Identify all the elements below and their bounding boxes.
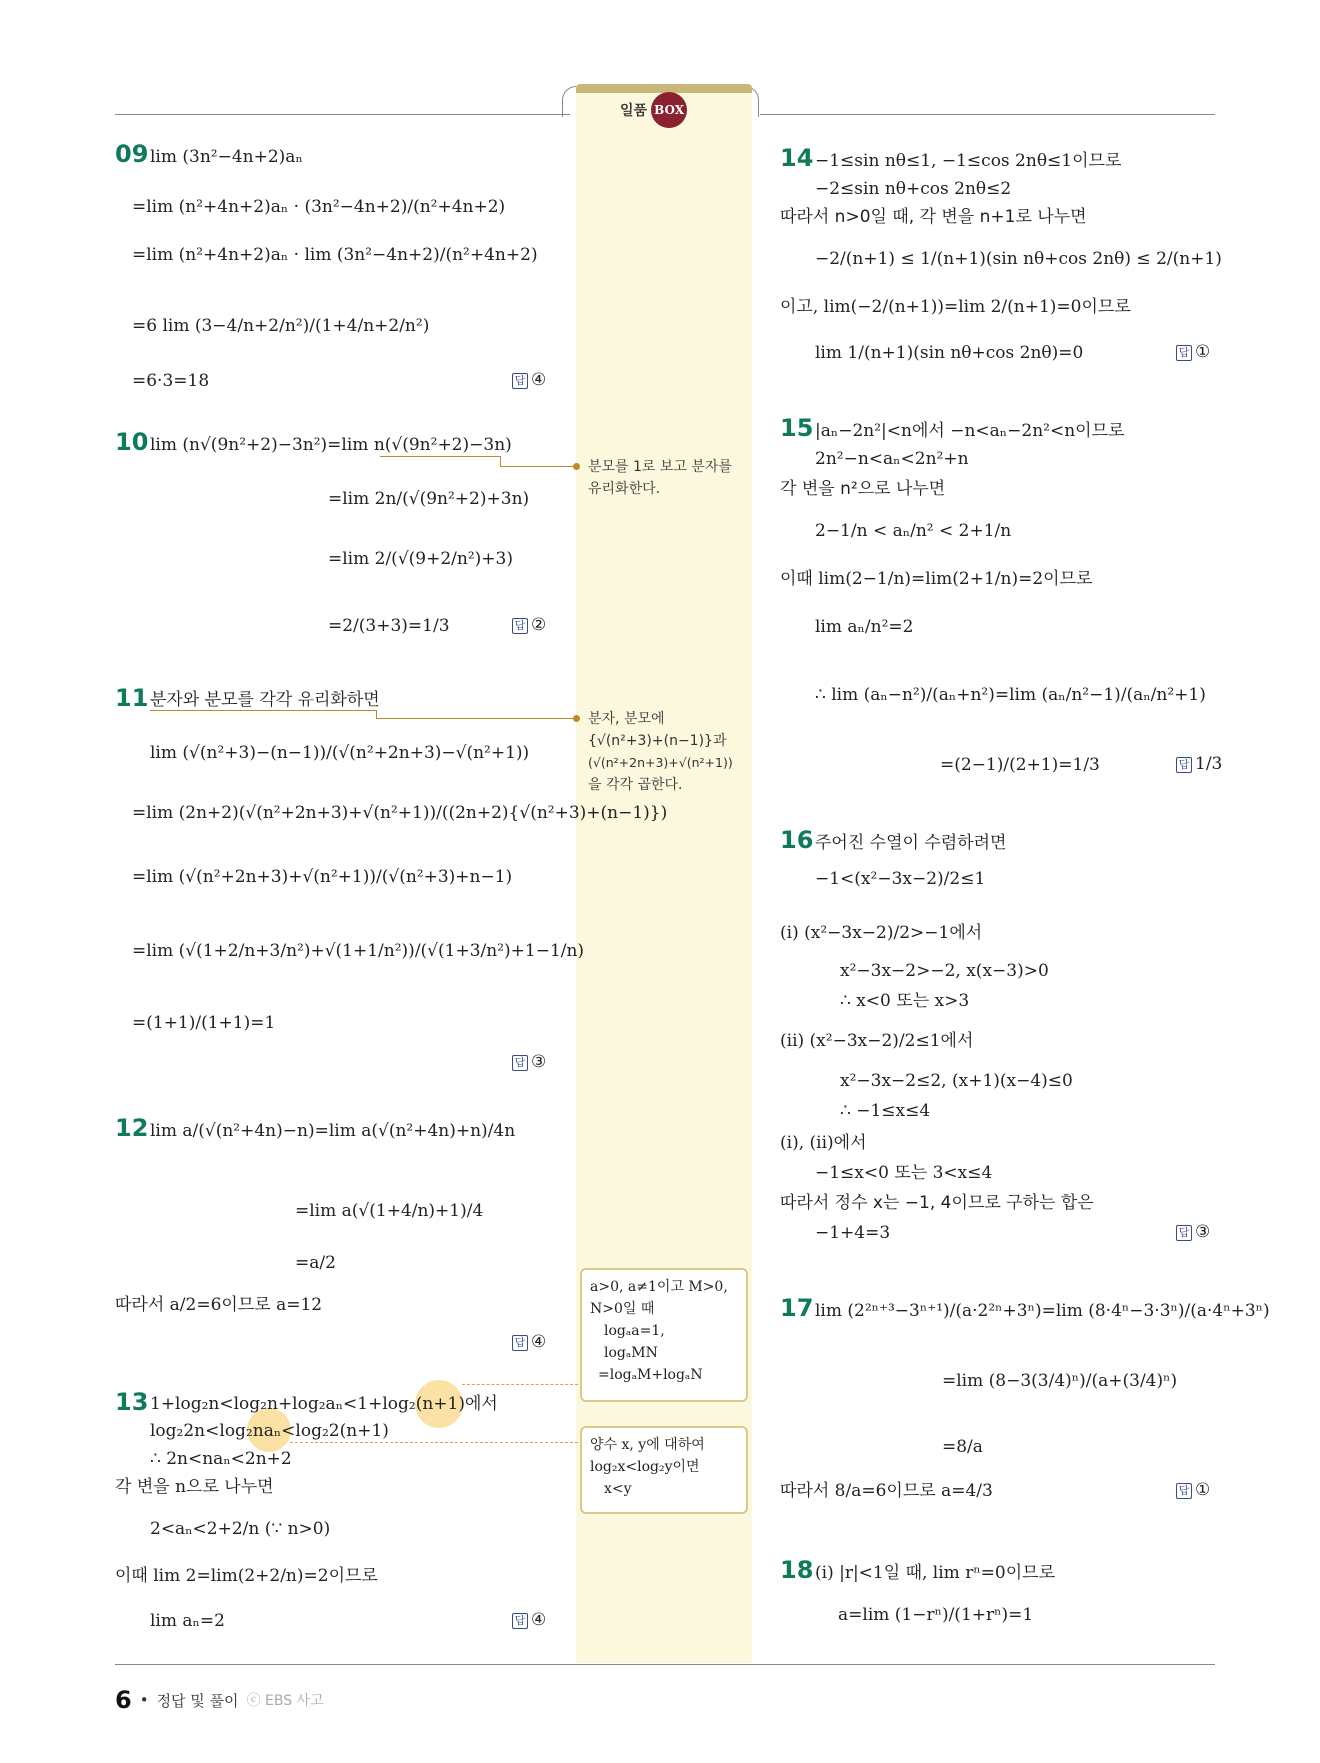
side-note: 분모를 1로 보고 분자를 유리화한다. [588, 459, 732, 497]
solution-line: =8/a [942, 1437, 983, 1457]
answer-value: ① [1195, 342, 1211, 362]
leader-dot [573, 463, 580, 470]
box-line: 양수 x, y에 대하여 [590, 1437, 705, 1453]
box-line: =logₐM+logₐN [598, 1367, 703, 1383]
answer-value: ④ [531, 1332, 547, 1352]
answer-label [1176, 1480, 1210, 1500]
answer-label [512, 370, 546, 390]
page-number: 6 [115, 1686, 132, 1714]
leader-line [380, 456, 500, 457]
solution-line: =6 lim (3−4/n+2/n²)/(1+4/n+2/n²) [132, 316, 430, 336]
answer-label [1176, 1222, 1210, 1242]
problem-number: 10 [115, 428, 149, 456]
footer-bullet-icon: • [139, 1691, 149, 1709]
solution-line: −1<(x²−3x−2)/2≤1 [815, 869, 986, 889]
solution-line: −1≤sin nθ≤1, −1≤cos 2nθ≤1이므로 [815, 151, 1122, 171]
problem-number: 12 [115, 1114, 149, 1142]
solution-line: (i) (x²−3x−2)/2>−1에서 [780, 923, 983, 943]
solution-line: lim (2²ⁿ⁺³−3ⁿ⁺¹)/(a·2²ⁿ+3ⁿ)=lim (8·4ⁿ−3·3ⁿ)/(a·4ⁿ+3ⁿ) [815, 1301, 1270, 1321]
solution-line: 1+log₂n<log₂n+log₂aₙ<1+log₂(n+1)에서 [150, 1394, 498, 1414]
box-line: a>0, a≠1이고 M>0, [590, 1279, 728, 1295]
dashed-leader [290, 1442, 578, 1443]
solution-line: 따라서 n>0일 때, 각 변을 n+1로 나누면 [780, 207, 1087, 227]
answer-mark-icon: 답 [1176, 345, 1192, 361]
leader-line [500, 456, 501, 466]
solution-line: =lim (2n+2)(√(n²+2n+3)+√(n²+1))/((2n+2){√(n²+3)+(n−1)}) [132, 803, 668, 823]
answer-label [512, 1610, 546, 1630]
leader-line [500, 466, 576, 467]
answer-label [512, 1332, 546, 1352]
solution-line: ∴ 2n<naₙ<2n+2 [150, 1449, 292, 1469]
solution-line: −1≤x<0 또는 3<x≤4 [815, 1163, 993, 1183]
leader-line [150, 710, 376, 711]
solution-line: 2<aₙ<2+2/n (∵ n>0) [150, 1519, 331, 1539]
solution-line: =lim (√(n²+2n+3)+√(n²+1))/(√(n²+3)+n−1) [132, 867, 513, 887]
problem-number: 18 [780, 1556, 814, 1584]
answer-mark-icon: 답 [512, 618, 528, 634]
solution-line: =6·3=18 [132, 371, 210, 391]
solution-line: lim a/(√(n²+4n)−n)=lim a(√(n²+4n)+n)/4n [150, 1121, 516, 1141]
solution-line: (i) |r|<1일 때, lim rⁿ=0이므로 [815, 1563, 1056, 1583]
box-line: x<y [604, 1481, 632, 1497]
side-note-line: (√(n²+2n+3)+√(n²+1)) [588, 755, 733, 770]
solution-line: 이고, lim(−2/(n+1))=lim 2/(n+1)=0이므로 [780, 297, 1131, 317]
solution-line: lim (3n²−4n+2)aₙ [150, 147, 303, 167]
solution-line: =lim a(√(1+4/n)+1)/4 [295, 1201, 484, 1221]
answer-value: ④ [531, 1610, 547, 1630]
dashed-leader [462, 1384, 578, 1385]
answer-value: ③ [531, 1052, 547, 1072]
footer-label: 정답 및 풀이 [156, 1691, 239, 1710]
solution-line: =(1+1)/(1+1)=1 [132, 1013, 276, 1033]
leader-dot [573, 715, 580, 722]
solution-line: lim (√(n²+3)−(n−1))/(√(n²+2n+3)−√(n²+1)) [150, 743, 530, 763]
answer-mark-icon: 답 [512, 1335, 528, 1351]
log-property-box [580, 1268, 748, 1402]
watermark: ⓒ EBS 사고 [246, 1693, 324, 1709]
answer-value: ① [1195, 1480, 1211, 1500]
box-line: N>0일 때 [590, 1301, 655, 1317]
solution-line: |aₙ−2n²|<n에서 −n<aₙ−2n²<n이므로 [815, 421, 1125, 441]
brand-badge: BOX [651, 92, 687, 128]
side-note-line: 분자, 분모에 [588, 711, 665, 727]
brand-logo [620, 92, 687, 128]
solution-line: 각 변을 n으로 나누면 [115, 1477, 274, 1497]
solution-line: 각 변을 n²으로 나누면 [780, 479, 946, 499]
leader-line [376, 718, 576, 719]
solution-line: −1+4=3 [815, 1223, 891, 1243]
answer-label [1176, 342, 1210, 362]
solution-line: =(2−1)/(2+1)=1/3 [940, 755, 1100, 775]
answer-label [512, 1052, 546, 1072]
solution-line: x²−3x−2≤2, (x+1)(x−4)≤0 [840, 1071, 1073, 1091]
problem-number: 14 [780, 144, 814, 172]
problem-number: 13 [115, 1388, 149, 1416]
answer-label [512, 615, 546, 635]
solution-line: 주어진 수열이 수렴하려면 [815, 833, 1007, 853]
answer-label [1176, 754, 1222, 774]
solution-line: =2/(3+3)=1/3 [328, 616, 450, 636]
log-inequality-box [580, 1426, 748, 1514]
solution-line: 이때 lim(2−1/n)=lim(2+1/n)=2이므로 [780, 569, 1093, 589]
answer-value: ④ [531, 370, 547, 390]
solution-line: (ii) (x²−3x−2)/2≤1에서 [780, 1031, 974, 1051]
solution-line: x²−3x−2>−2, x(x−3)>0 [840, 961, 1049, 981]
solution-line: =lim (n²+4n+2)aₙ · (3n²−4n+2)/(n²+4n+2) [132, 197, 506, 217]
answer-mark-icon: 답 [512, 373, 528, 389]
leader-line [376, 710, 377, 718]
solution-intro: 분자와 분모를 각각 유리화하면 [150, 690, 380, 710]
answer-mark-icon: 답 [512, 1055, 528, 1071]
solution-line: ∴ lim (aₙ−n²)/(aₙ+n²)=lim (aₙ/n²−1)/(aₙ/n²+1) [815, 685, 1206, 705]
side-note-line: 을 각각 곱한다. [588, 777, 683, 793]
answer-mark-icon: 답 [1176, 1225, 1192, 1241]
solution-line: 따라서 정수 x는 −1, 4이므로 구하는 합은 [780, 1193, 1094, 1213]
solution-line: −2/(n+1) ≤ 1/(n+1)(sin nθ+cos 2nθ) ≤ 2/(n+1) [815, 249, 1222, 269]
answer-value: 1/3 [1195, 754, 1223, 774]
solution-line: a=lim (1−rⁿ)/(1+rⁿ)=1 [838, 1605, 1034, 1625]
solution-line: =lim 2/(√(9+2/n²)+3) [328, 549, 513, 569]
box-line: logₐa=1, [604, 1323, 665, 1339]
problem-number: 17 [780, 1294, 814, 1322]
solution-line: 2n²−n<aₙ<2n²+n [815, 449, 969, 469]
side-note [588, 708, 748, 796]
solution-line: −2≤sin nθ+cos 2nθ≤2 [815, 179, 1012, 199]
problem-number: 15 [780, 414, 814, 442]
side-note-line: {√(n²+3)+(n−1)}과 [588, 733, 727, 749]
solution-line: 이때 lim 2=lim(2+2/n)=2이므로 [115, 1566, 378, 1586]
solution-line: lim aₙ/n²=2 [815, 617, 914, 637]
solution-line: lim 1/(n+1)(sin nθ+cos 2nθ)=0 [815, 343, 1084, 363]
answer-mark-icon: 답 [1176, 1483, 1192, 1499]
solution-line: =lim (8−3(3/4)ⁿ)/(a+(3/4)ⁿ) [942, 1371, 1178, 1391]
solution-line: (i), (ii)에서 [780, 1133, 867, 1153]
solution-line: 따라서 a/2=6이므로 a=12 [115, 1295, 323, 1315]
footer-rule [115, 1664, 1215, 1665]
solution-line: 2−1/n < aₙ/n² < 2+1/n [815, 521, 1012, 541]
solution-line: =lim (√(1+2/n+3/n²)+√(1+1/n²))/(√(1+3/n²)+1−1/n) [132, 941, 585, 961]
problem-number: 16 [780, 826, 814, 854]
answer-value: ③ [1195, 1222, 1211, 1242]
header-rule-right [760, 114, 1215, 115]
solution-line: log₂2n<log₂naₙ<log₂2(n+1) [150, 1421, 389, 1441]
solution-line: =lim (n²+4n+2)aₙ · lim (3n²−4n+2)/(n²+4n+2) [132, 245, 538, 265]
box-line: logₐMN [604, 1345, 658, 1361]
brand-text: 일품 [620, 103, 648, 119]
solution-line: =a/2 [295, 1253, 336, 1273]
solution-line: ∴ x<0 또는 x>3 [840, 991, 970, 1011]
answer-value: ② [531, 615, 547, 635]
answer-mark-icon: 답 [512, 1613, 528, 1629]
solution-line: lim aₙ=2 [150, 1611, 225, 1631]
problem-number: 09 [115, 140, 149, 168]
box-line: log₂x<log₂y이면 [590, 1459, 700, 1475]
solution-line: =lim 2n/(√(9n²+2)+3n) [328, 489, 530, 509]
problem-number: 11 [115, 684, 149, 712]
solution-line: 따라서 8/a=6이므로 a=4/3 [780, 1481, 993, 1501]
page-footer [115, 1686, 324, 1714]
answer-mark-icon: 답 [1176, 757, 1192, 773]
header-rule-left [115, 114, 570, 115]
solution-line: ∴ −1≤x≤4 [840, 1101, 931, 1121]
solution-line: lim (n√(9n²+2)−3n²)=lim n(√(9n²+2)−3n) [150, 435, 512, 455]
